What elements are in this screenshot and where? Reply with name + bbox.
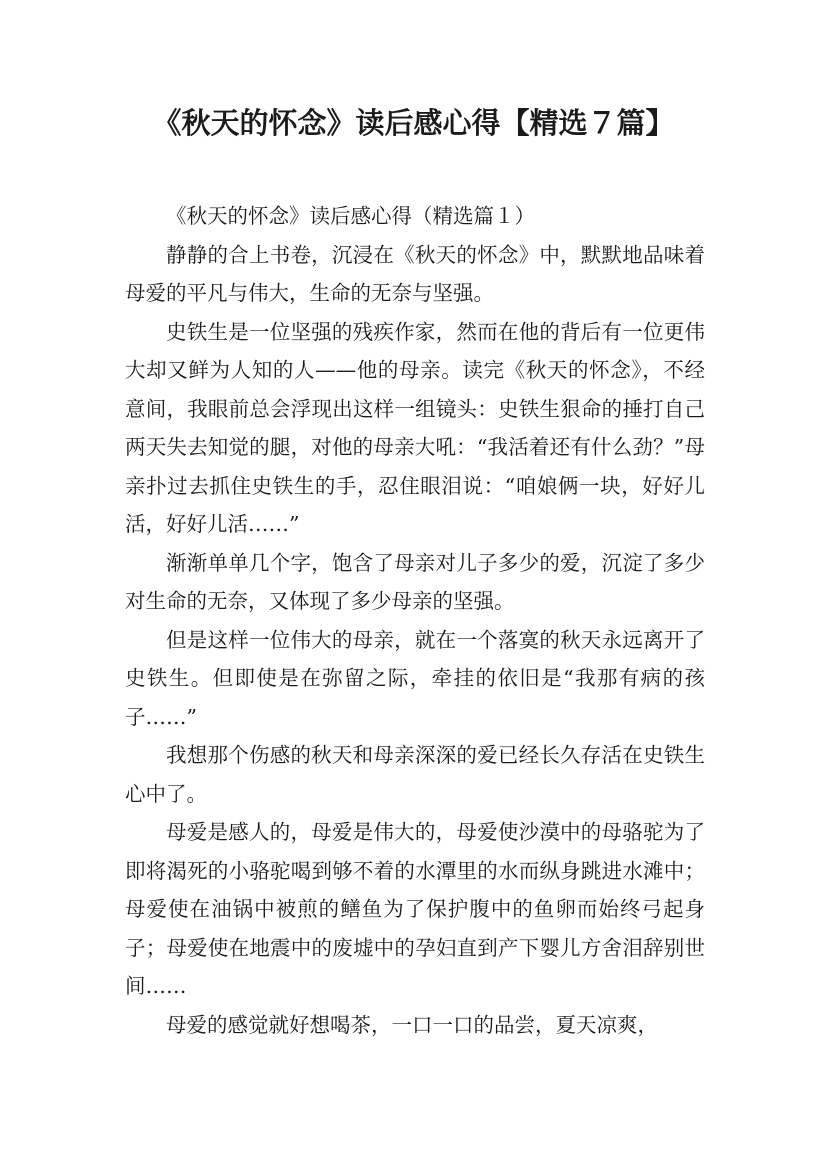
paragraph: 静静的合上书卷，沉浸在《秋天的怀念》中，默默地品味着母爱的平凡与伟大，生命的无奈与坚强。 bbox=[125, 242, 705, 305]
paragraph: 但是这样一位伟大的母亲，就在一个落寞的秋天永远离开了史铁生。但即使是在弥留之际，牵挂的依旧是“我那有病的孩子……” bbox=[125, 627, 705, 729]
section-heading: 《秋天的怀念》读后感心得（精选篇１） bbox=[166, 204, 535, 228]
paragraph: 渐渐单单几个字，饱含了母亲对儿子多少的爱，沉淀了多少对生命的无奈，又体现了多少母亲的坚强。 bbox=[125, 550, 705, 613]
document-body bbox=[125, 197, 705, 1044]
paragraph: 我想那个伤感的秋天和母亲深深的爱已经长久存活在史铁生心中了。 bbox=[125, 743, 705, 806]
paragraph: 母爱是感人的，母爱是伟大的，母爱使沙漠中的母骆驼为了即将渴死的小骆驼喝到够不着的水潭里的水而纵身跳进水滩中；母爱使在油锅中被煎的鳝鱼为了保护腹中的鱼卵而始终弓起身子；母爱使在地震中的废墟中的孕妇直到产下婴儿方舍泪辞别世间…… bbox=[125, 820, 705, 998]
document-title: 《秋天的怀念》读后感心得【精选７篇】 bbox=[152, 106, 675, 140]
paragraph: 母爱的感觉就好想喝茶，一口一口的品尝，夏天凉爽， bbox=[166, 1012, 658, 1037]
paragraph: 史铁生是一位坚强的残疾作家，然而在他的背后有一位更伟大却又鲜为人知的人——他的母亲。读完《秋天的怀念》，不经意间，我眼前总会浮现出这样一组镜头：史铁生狠命的捶打自己两天失去知觉的腿，对他的母亲大吼：“我活着还有什么劲？”母亲扑过去抓住史铁生的手，忍住眼泪说：“咱娘俩一块，好好儿活，好好儿活……” bbox=[125, 319, 705, 536]
